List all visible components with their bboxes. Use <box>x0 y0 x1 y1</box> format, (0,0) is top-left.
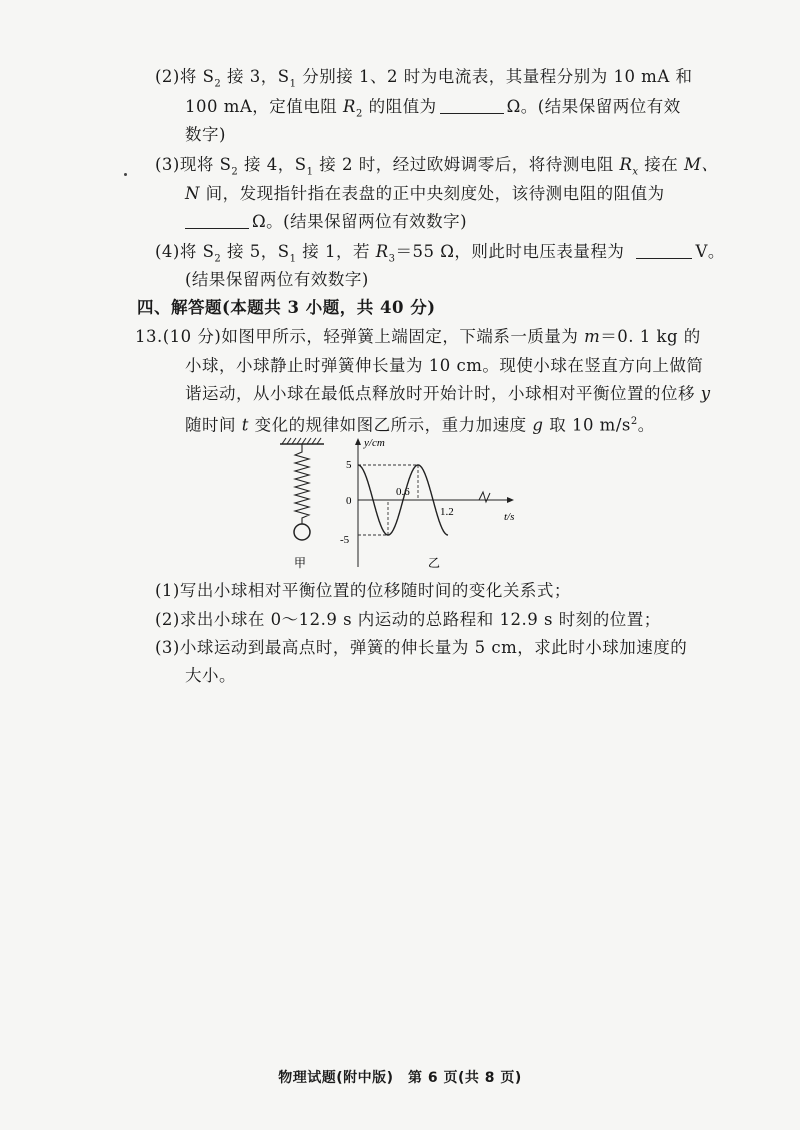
x-tick-label-0-6: 0.6 <box>396 486 410 498</box>
x-tick-label-1-2: 1.2 <box>440 506 454 518</box>
label-yi: 乙 <box>428 556 441 570</box>
scan-speck <box>124 173 127 176</box>
q13-line1: 13.(10 分)如图甲所示，轻弹簧上端固定，下端系一质量为 m＝0. 1 kg 的 <box>135 327 701 346</box>
q2-line3: 数字) <box>185 125 226 144</box>
section-heading: 四、解答题(本题共 3 小题，共 40 分) <box>137 298 436 317</box>
y-axis-arrow <box>355 438 361 445</box>
page-footer: 物理试题(附中版) 第 6 页(共 8 页) <box>278 1070 522 1086</box>
q13-part1: (1)写出小球相对平衡位置的位移随时间的变化关系式； <box>155 581 571 600</box>
answer-blank-rx[interactable] <box>185 212 249 229</box>
y-axis-label: y/cm <box>364 437 385 449</box>
spring-apparatus <box>280 438 324 570</box>
q3-line1: (3)现将 $S_2$ 接 4，$S_1$ 接 2 时，经过欧姆调零后，将待测电阻 $R_x$ 接在 M、 <box>155 155 719 178</box>
q13-line4: 随时间 t 变化的规律如图乙所示，重力加速度 g 取 10 $m/s^2$。 <box>185 415 655 435</box>
q2-line1: (2)将 $S_2$ 接 3，$S_1$ 分别接 1、2 时为电流表，其量程分别为 10 mA 和 <box>155 67 693 90</box>
x-axis-label: t/s <box>504 511 515 523</box>
figure-spring-and-graph <box>272 432 532 572</box>
x-axis-arrow <box>507 497 514 503</box>
label-jia: 甲 <box>294 556 307 570</box>
spring-coil <box>295 444 309 524</box>
ball <box>294 524 310 540</box>
q13-line3: 谐运动，从小球在最低点释放时开始计时，小球相对平衡位置的位移 y <box>185 384 711 403</box>
q13-part2: (2)求出小球在 0～12.9 s 内运动的总路程和 12.9 s 时刻的位置； <box>155 610 661 629</box>
q13-line2: 小球，小球静止时弹簧伸长量为 10 cm。现使小球在竖直方向上做简 <box>185 356 704 375</box>
q2-line2: 100 mA，定值电阻 $R_2$ 的阻值为 Ω。(结果保留两位有效 <box>185 97 681 120</box>
q4-line2: (结果保留两位有效数字) <box>185 270 369 289</box>
q13-part3-line1: (3)小球运动到最高点时，弹簧的伸长量为 5 cm，求此时小球加速度的 <box>155 638 688 657</box>
q13-part3-line2: 大小。 <box>185 666 236 685</box>
q3-line2: N 间，发现指针指在表盘的正中央刻度处，该待测电阻的阻值为 <box>185 184 665 203</box>
q4-line1: (4)将 $S_2$ 接 5，$S_1$ 接 1，若 $R_3=55$ Ω，则此时电压表量程为 V。 <box>155 242 725 265</box>
q3-line3: Ω。(结果保留两位有效数字) <box>185 211 467 233</box>
graph-yi <box>340 437 514 570</box>
answer-blank-r2[interactable] <box>440 97 504 114</box>
y-tick-label-0: 0 <box>346 495 352 507</box>
y-tick-label-neg5: -5 <box>340 534 350 546</box>
y-tick-label-5: 5 <box>346 459 352 471</box>
ceiling-hatch <box>282 438 321 444</box>
answer-blank-voltage[interactable] <box>636 242 692 259</box>
figure-svg <box>272 432 532 572</box>
